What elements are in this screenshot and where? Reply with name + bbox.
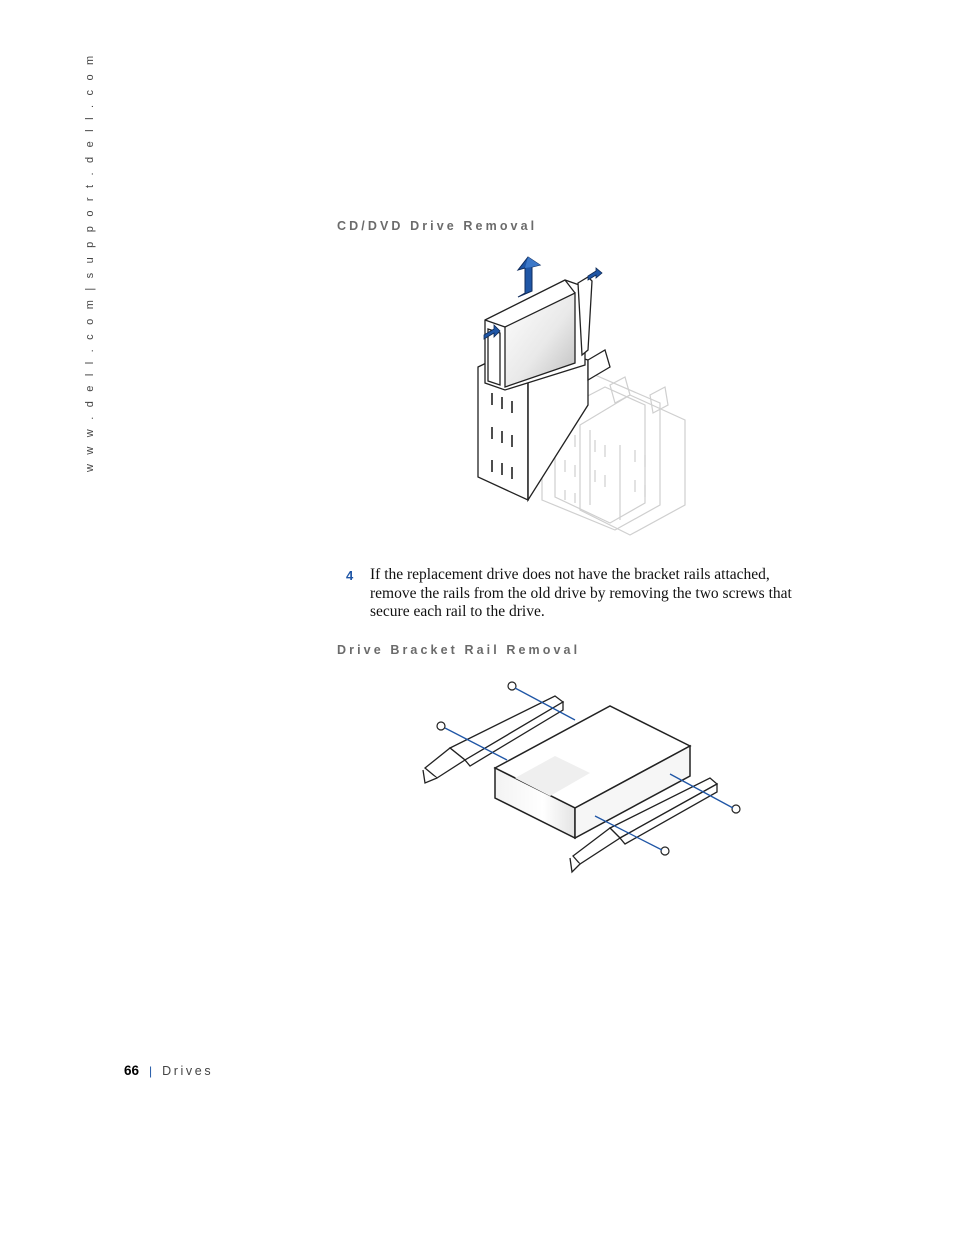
sidebar-url: w w w . d e l l . c o m | s u p p o r t . d e l l . c o m: [84, 52, 96, 472]
figure-caption-drive-bracket-rail-removal: Drive Bracket Rail Removal: [337, 643, 581, 657]
page-number: 66: [124, 1063, 140, 1078]
step-number: 4: [346, 568, 354, 583]
footer-separator: |: [149, 1064, 153, 1078]
page-footer: [124, 1062, 213, 1080]
figure-caption-cd-dvd-drive-removal: CD/DVD Drive Removal: [337, 219, 538, 233]
drive-bracket-rail-removal-illustration: [415, 678, 750, 878]
cd-dvd-drive-removal-illustration: [470, 255, 690, 540]
step-text: If the replacement drive does not have the bracket rails attached, remove the rails from the old drive by removing the two screws that secure each rail to the drive.: [370, 566, 792, 620]
lift-arrow-icon: [518, 257, 540, 297]
footer-section-title: Drives: [162, 1064, 214, 1078]
